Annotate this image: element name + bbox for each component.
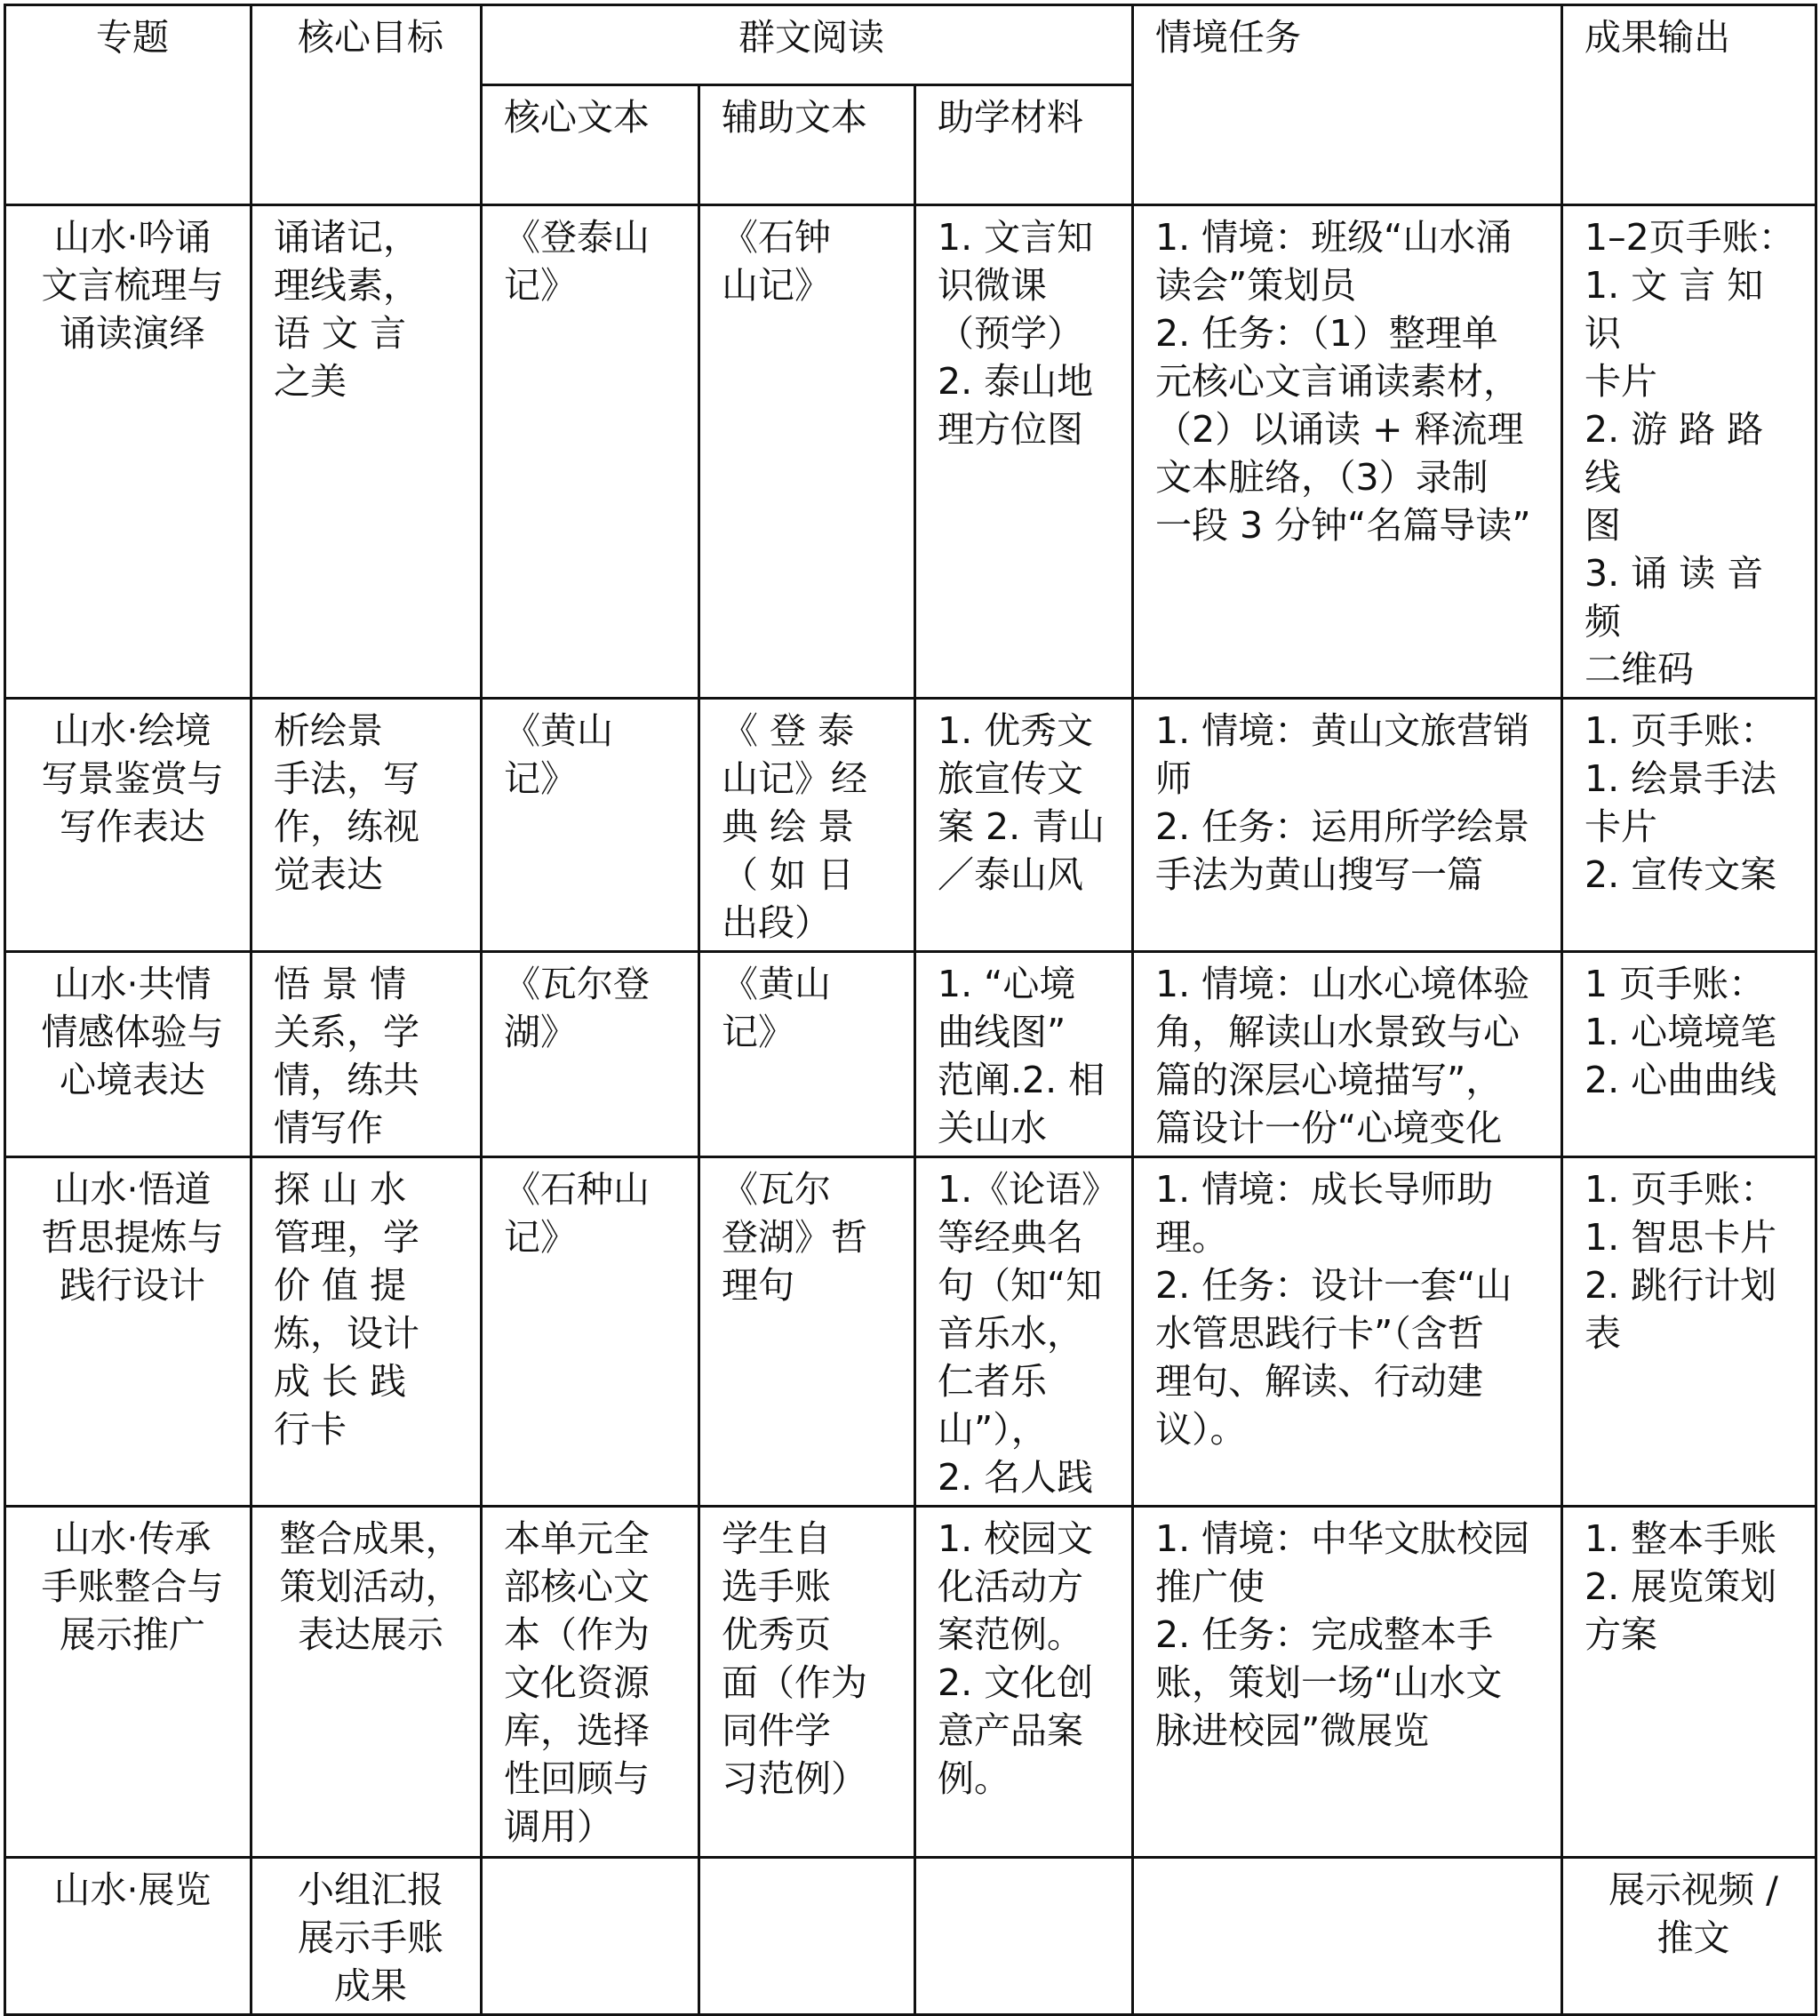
support-cell: 1. 优秀文 旅宣传文 案 2. 青山 ／泰山风 [915, 699, 1133, 952]
table-row [5, 699, 1816, 952]
support-cell: 1. 校园文 化活动方 案范例。 2. 文化创 意产品案 例。 [915, 1507, 1133, 1858]
core-text-cell: 《石种山 记》 [482, 1157, 699, 1507]
task-cell: 1. 情境：班级“山水涌 读会”策划员 2. 任务：（1）整理单 元核心文言诵读素材， （2）以诵读 + 释流理 文本脏络，（3）录制 一段 3 分钟“名篇导读” [1133, 205, 1562, 699]
core-text-cell [482, 1858, 699, 2015]
output-cell: 1 页手账： 1. 心境境笔 2. 心曲曲线 [1562, 952, 1816, 1157]
header-aux-text: 辅助文本 [699, 85, 915, 205]
table-row [5, 1157, 1816, 1507]
header-output: 成果输出 [1562, 5, 1816, 205]
table-row [5, 1858, 1816, 2015]
goal-cell: 小组汇报 展示手账 成果 [251, 1858, 482, 2015]
goal-cell: 整合成果， 策划活动， 表达展示 [251, 1507, 482, 1858]
curriculum-table [4, 4, 1817, 2016]
output-cell: 1. 整本手账 2. 展览策划 方案 [1562, 1507, 1816, 1858]
goal-cell: 诵诸记， 理线素， 语 文 言 之美 [251, 205, 482, 699]
header-row [5, 5, 1816, 85]
task-cell [1133, 1858, 1562, 2015]
output-cell: 1–2页手账： 1. 文 言 知 识 卡片 2. 游 路 路 线 图 3. 诵 读 音 频 二维码 [1562, 205, 1816, 699]
goal-cell: 悟 景 情 关系，学 情，练共 情写作 [251, 952, 482, 1157]
core-text-cell: 《黄山 记》 [482, 699, 699, 952]
task-cell: 1. 情境：成长导师助 理。 2. 任务：设计一套“山 水管思践行卡”（含哲 理句、解读、行动建 议）。 [1133, 1157, 1562, 1507]
table-row [5, 205, 1816, 699]
aux-text-cell: 《黄山 记》 [699, 952, 915, 1157]
aux-text-cell: 《瓦尔 登湖》哲 理句 [699, 1157, 915, 1507]
output-cell: 展示视频 / 推文 [1562, 1858, 1816, 2015]
task-cell: 1. 情境：黄山文旅营销 师 2. 任务：运用所学绘景 手法为黄山搜写一篇 [1133, 699, 1562, 952]
aux-text-cell: 《 登 泰 山记》经 典 绘 景 （ 如 日 出段） [699, 699, 915, 952]
header-core-text: 核心文本 [482, 85, 699, 205]
support-cell: 1.《论语》 等经典名 句（知“知 音乐水， 仁者乐 山”）， 2. 名人践 [915, 1157, 1133, 1507]
topic-cell: 山水·传承 手账整合与 展示推广 [5, 1507, 251, 1858]
header-task: 情境任务 [1133, 5, 1562, 205]
task-cell: 1. 情境：中华文肽校园 推广使 2. 任务：完成整本手 账，策划一场“山水文 脉进校园”微展览 [1133, 1507, 1562, 1858]
core-text-cell: 《登泰山 记》 [482, 205, 699, 699]
support-cell [915, 1858, 1133, 2015]
task-cell: 1. 情境：山水心境体验 角，解读山水景致与心 篇的深层心境描写”， 篇设计一份“心境变化 [1133, 952, 1562, 1157]
topic-cell: 山水·共情 情感体验与 心境表达 [5, 952, 251, 1157]
topic-cell: 山水·悟道 哲思提炼与 践行设计 [5, 1157, 251, 1507]
support-cell: 1. 文言知 识微课 （预学） 2. 泰山地 理方位图 [915, 205, 1133, 699]
goal-cell: 探 山 水 管理，学 价 值 提 炼，设计 成 长 践 行卡 [251, 1157, 482, 1507]
output-cell: 1. 页手账： 1. 智思卡片 2. 跳行计划 表 [1562, 1157, 1816, 1507]
topic-cell: 山水·吟诵 文言梳理与 诵读演绎 [5, 205, 251, 699]
aux-text-cell [699, 1858, 915, 2015]
table-row [5, 952, 1816, 1157]
aux-text-cell: 学生自 选手账 优秀页 面（作为 同件学 习范例） [699, 1507, 915, 1858]
core-text-cell: 本单元全 部核心文 本（作为 文化资源 库，选择 性回顾与 调用） [482, 1507, 699, 1858]
aux-text-cell: 《石钟 山记》 [699, 205, 915, 699]
support-cell: 1. “心境 曲线图” 范阐.2. 相 关山水 [915, 952, 1133, 1157]
header-topic: 专题 [5, 5, 251, 205]
topic-cell: 山水·展览 [5, 1858, 251, 2015]
header-goal: 核心目标 [251, 5, 482, 205]
output-cell: 1. 页手账： 1. 绘景手法 卡片 2. 宣传文案 [1562, 699, 1816, 952]
header-group-reading: 群文阅读 [482, 5, 1133, 85]
goal-cell: 析绘景 手法，写 作，练视 觉表达 [251, 699, 482, 952]
header-support: 助学材料 [915, 85, 1133, 205]
topic-cell: 山水·绘境 写景鉴赏与 写作表达 [5, 699, 251, 952]
core-text-cell: 《瓦尔登 湖》 [482, 952, 699, 1157]
table-row [5, 1507, 1816, 1858]
